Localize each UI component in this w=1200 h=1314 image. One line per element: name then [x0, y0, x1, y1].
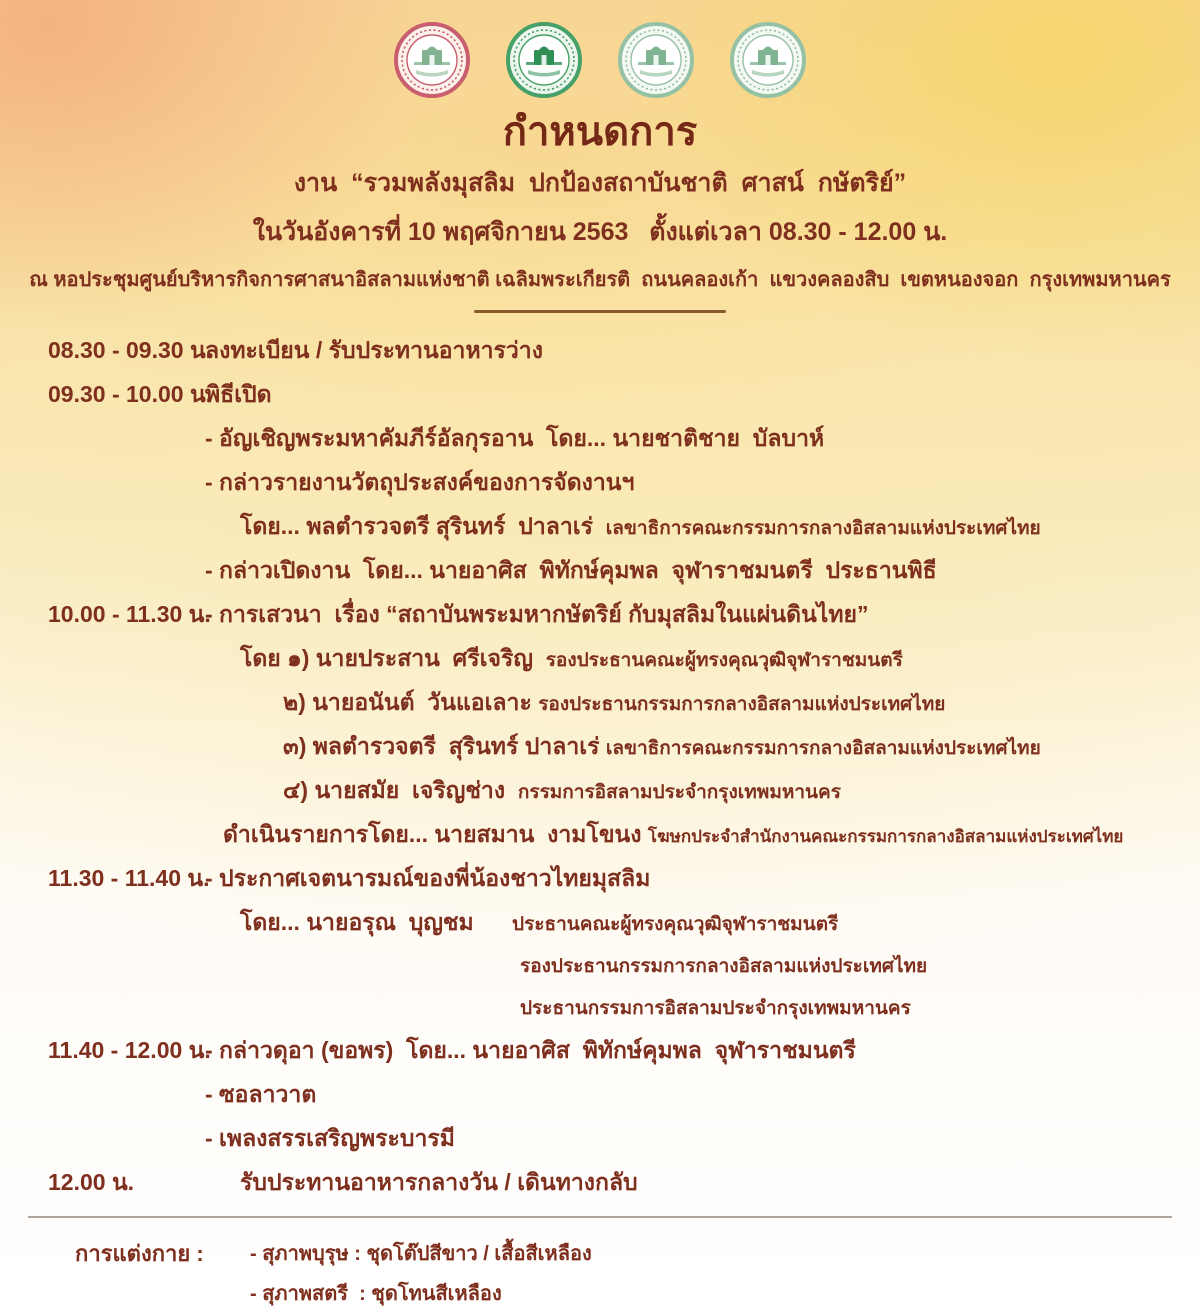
schedule-text: ดำเนินรายการโดย... นายสมาน งามโขนง [223, 821, 648, 847]
schedule-row-content [205, 858, 1200, 1030]
event-name: งาน “รวมพลังมุสลิม ปกป้องสถาบันชาติ ศาสน์ กษัตริย์” [293, 169, 907, 197]
schedule-text: ลงทะเบียน / รับประทานอาหารว่าง [205, 337, 543, 363]
schedule-line [205, 418, 1200, 462]
schedule-line [205, 594, 1200, 638]
time-label: 08.30 - 09.30 น. [48, 337, 213, 363]
schedule-text: โดย... พลตำรวจตรี สุรินทร์ ปาลาเร่ [240, 513, 606, 539]
schedule-text: โดย ๑) นายประสาน ศรีเจริญ [240, 645, 546, 671]
footer-divider [28, 1216, 1172, 1218]
logo-row [0, 0, 1200, 98]
schedule-text: ๓) พลตำรวจตรี สุรินทร์ ปาลาเร่ [283, 733, 606, 759]
schedule-text: ๔) นายสมัย เจริญช่าง [283, 777, 518, 803]
time-label: 11.30 - 11.40 น. [48, 865, 210, 891]
page-title: กำหนดการ [502, 110, 698, 154]
schedule-line [205, 726, 1200, 770]
schedule-line [205, 1162, 1200, 1206]
schedule-text: - เพลงสรรเสริญพระบารมี [205, 1125, 455, 1151]
schedule-line [205, 1118, 1200, 1162]
time-label: 12.00 น. [48, 1169, 135, 1195]
schedule-line [205, 814, 1200, 858]
schedule-row-content [205, 1030, 1200, 1162]
schedule-text: เลขาธิการคณะกรรมการกลางอิสลามแห่งประเทศไทย [605, 738, 1041, 759]
schedule-text: รองประธานกรรมการกลางอิสลามแห่งประเทศไทย [520, 956, 928, 977]
schedule-line [205, 1030, 1200, 1074]
schedule-text: โฆษกประจำสำนักงานคณะกรรมการกลางอิสลามแห่งประเทศไทย [647, 827, 1124, 846]
pale-green-islamic-seal-2-icon [730, 22, 806, 98]
schedule [0, 330, 1200, 1206]
schedule-text: - การเสวนา เรื่อง “สถาบันพระมหากษัตริย์ กับมุสลิมในแผ่นดินไทย” [205, 601, 869, 627]
schedule-text: - ซอลาวาต [205, 1081, 317, 1107]
schedule-row [0, 1030, 1200, 1162]
schedule-line [205, 330, 1200, 374]
schedule-text: พิธีเปิด [205, 381, 272, 407]
schedule-row [0, 330, 1200, 374]
schedule-text: - กล่าวรายงานวัตถุประสงค์ของการจัดงานฯ [205, 469, 635, 495]
schedule-line [205, 550, 1200, 594]
schedule-text: รองประธานกรรมการกลางอิสลามแห่งประเทศไทย [538, 694, 946, 715]
schedule-line [205, 638, 1200, 682]
schedule-row [0, 374, 1200, 594]
schedule-text: - ประกาศเจตนารมณ์ของพี่น้องชาวไทยมุสลิม [205, 865, 651, 891]
schedule-line [205, 858, 1200, 902]
schedule-line [205, 374, 1200, 418]
schedule-row-content [205, 594, 1200, 858]
schedule-row-content [205, 374, 1200, 594]
schedule-text: ๒) นายอนันต์ วันแอเลาะ [283, 689, 539, 715]
dress-code-line: - สุภาพบุรุษ : ชุดโต๊ปสีขาว / เสื้อสีเหลือง [250, 1243, 592, 1265]
event-venue: ณ หอประชุมศูนย์บริหารกิจการศาสนาอิสลามแห่งชาติ เฉลิมพระเกียรติ ถนนคลองเก้า แขวงคลองสิบ เขตหนองจอก กรุงเทพมหานคร [29, 269, 1171, 291]
schedule-text: กรรมการอิสลามประจำกรุงเทพมหานคร [517, 782, 841, 803]
schedule-text: - กล่าวดุอา (ขอพร) โดย... นายอาศิส พิทักษ์คุมพล จุฬาราชมนตรี [205, 1037, 856, 1063]
schedule-line [205, 462, 1200, 506]
schedule-text: โดย... นายอรุณ บุญชม [240, 909, 513, 935]
dress-code-lines [205, 1234, 592, 1314]
schedule-text: - อัญเชิญพระมหาคัมภีร์อัลกุรอาน โดย... นายชาติชาย บัลบาห์ [205, 425, 825, 451]
schedule-text: - กล่าวเปิดงาน โดย... นายอาศิส พิทักษ์คุมพล จุฬาราชมนตรี ประธานพิธี [205, 557, 937, 583]
red-islamic-seal-icon [394, 22, 470, 98]
schedule-text: ประธานกรรมการอิสลามประจำกรุงเทพมหานคร [520, 998, 911, 1019]
green-islamic-seal-icon [506, 22, 582, 98]
pale-green-islamic-seal-1-icon [618, 22, 694, 98]
schedule-text: รับประทานอาหารกลางวัน / เดินทางกลับ [240, 1169, 638, 1195]
schedule-line [205, 988, 1200, 1030]
schedule-line [205, 946, 1200, 988]
schedule-line [205, 902, 1200, 946]
time-label: 10.00 - 11.30 น. [48, 601, 211, 627]
schedule-text: ประธานคณะผู้ทรงคุณวุฒิจุฬาราชมนตรี [512, 914, 839, 935]
dress-code-section [0, 1234, 1200, 1314]
schedule-text: เลขาธิการคณะกรรมการกลางอิสลามแห่งประเทศไทย [605, 518, 1041, 539]
schedule-text: รองประธานคณะผู้ทรงคุณวุฒิจุฬาราชมนตรี [545, 650, 903, 671]
schedule-row [0, 858, 1200, 1030]
time-label: 09.30 - 10.00 น. [48, 381, 213, 407]
event-datetime: ในวันอังคารที่ 10 พฤศจิกายน 2563 ตั้งแต่เวลา 08.30 - 12.00 น. [252, 218, 948, 246]
schedule-line [205, 1074, 1200, 1118]
schedule-row [0, 1162, 1200, 1206]
schedule-row-content [205, 330, 1200, 374]
schedule-line [205, 682, 1200, 726]
header-divider [474, 310, 726, 313]
dress-code-line: - สุภาพสตรี : ชุดโทนสีเหลือง [250, 1283, 502, 1305]
schedule-row-content [205, 1162, 1200, 1206]
schedule-line [205, 770, 1200, 814]
schedule-row [0, 594, 1200, 858]
schedule-line [205, 506, 1200, 550]
dress-code-label: การแต่งกาย : [75, 1241, 204, 1266]
time-label: 11.40 - 12.00 น. [48, 1037, 211, 1063]
